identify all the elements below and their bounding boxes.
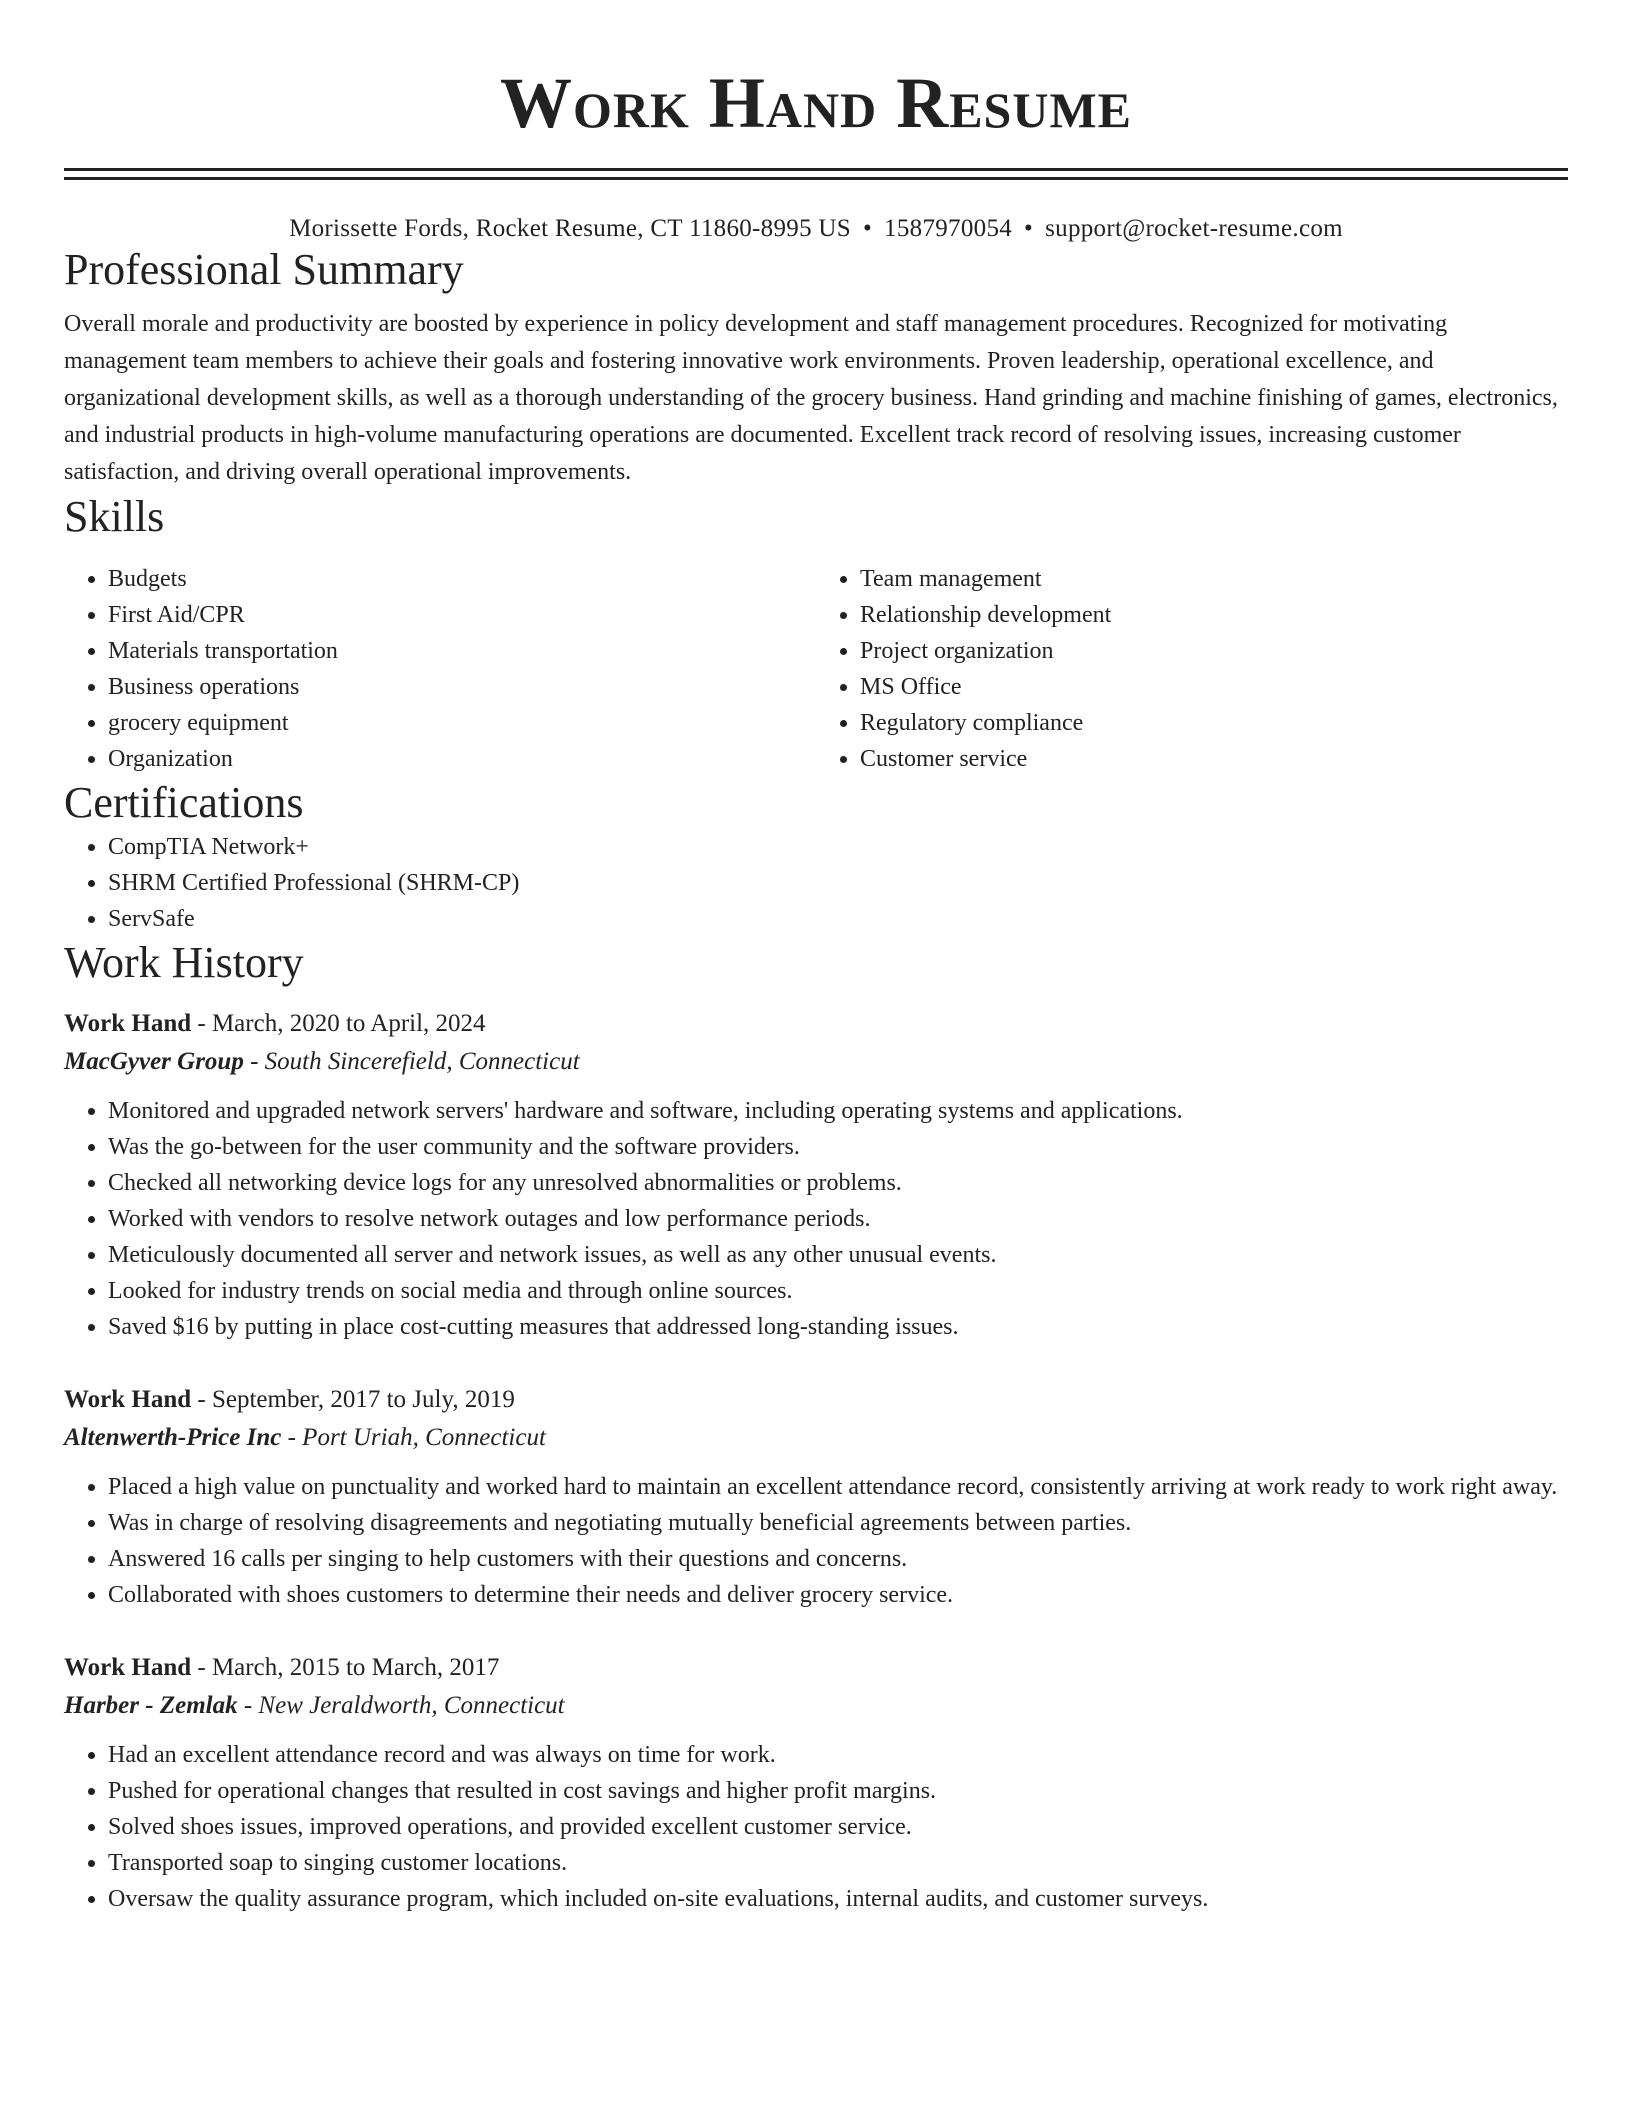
job-duties-list [64,1469,1568,1613]
job-title: Work Hand [64,1654,192,1681]
skill-item: • Team management [860,561,1568,597]
job-title-line [64,1649,1568,1687]
job-location: - South Sincerefield, Connecticut [243,1048,580,1075]
certification-item: • ServSafe [108,901,1568,937]
job-duty: • Placed a high value on punctuality and worked hard to maintain an excellent attendance record, consistently arriving at work ready to work right away. [108,1469,1568,1505]
job-company-line [64,1043,1568,1081]
certification-item: • CompTIA Network+ [108,829,1568,865]
contact-separator: • [862,215,873,242]
title-divider-bottom [64,177,1568,180]
skill-item: • Regulatory compliance [860,705,1568,741]
summary-text: Overall morale and productivity are boosted by experience in policy development and staff management procedures. Recognized for motivating management team members to achieve their goals and fostering innovative work environments. Proven leadership, operational excellence, and organizational development skills, as well as a thorough understanding of the grocery business. Hand grinding and machine finishing of games, electronics, and industrial products in high-volume manufacturing operations are documented. Excellent track record of resolving issues, increasing customer satisfaction, and driving overall operational improvements. [64,311,1558,485]
contact-address: Morissette Fords, Rocket Resume, CT 11860-8995 US [289,215,851,242]
skill-item: • First Aid/CPR [108,597,816,633]
job-duty: • Oversaw the quality assurance program, which included on-site evaluations, internal audits, and customer surveys. [108,1881,1568,1917]
job-duty: • Meticulously documented all server and network issues, as well as any other unusual events. [108,1237,1568,1273]
job-location: - Port Uriah, Connecticut [281,1424,546,1451]
job-duty: • Saved $16 by putting in place cost-cutting measures that addressed long-standing issues. [108,1309,1568,1345]
skills-heading: Skills [64,492,165,541]
skill-item: • MS Office [860,669,1568,705]
job-duty: • Looked for industry trends on social media and through online sources. [108,1273,1568,1309]
skills-columns [64,561,1568,777]
job-duties-list [64,1093,1568,1345]
skill-item: • Customer service [860,741,1568,777]
resume-title: Work Hand Resume [499,63,1133,143]
job-entry [64,1381,1568,1613]
skill-item: • Project organization [860,633,1568,669]
skill-item: • Relationship development [860,597,1568,633]
contact-separator: • [1024,215,1034,242]
job-entry [64,1005,1568,1345]
job-duty: • Was the go-between for the user community and the software providers. [108,1129,1568,1165]
job-title-line [64,1381,1568,1419]
skill-item: • Budgets [108,561,816,597]
skills-list-left [64,561,816,777]
title-divider-top [64,168,1568,171]
skill-item: • Materials transportation [108,633,816,669]
job-dates: - September, 2017 to July, 2019 [191,1386,515,1413]
skill-item: • Business operations [108,669,816,705]
certifications-heading: Certifications [64,778,304,827]
job-company: Altenwerth-Price Inc [64,1424,282,1451]
job-title: Work Hand [64,1386,192,1413]
job-duty: • Checked all networking device logs for any unresolved abnormalities or problems. [108,1165,1568,1201]
job-company-line [64,1419,1568,1457]
job-entry [64,1649,1568,1917]
job-dates: - March, 2020 to April, 2024 [191,1010,486,1037]
job-company: Harber - Zemlak [64,1692,238,1719]
job-duty: • Transported soap to singing customer locations. [108,1845,1568,1881]
job-title-line [64,1005,1568,1043]
job-dates: - March, 2015 to March, 2017 [191,1654,500,1681]
work-history-heading: Work History [64,938,304,987]
job-location: - New Jeraldworth, Connecticut [237,1692,565,1719]
contact-email: support@rocket-resume.com [1045,215,1343,242]
job-duty: • Collaborated with shoes customers to determine their needs and deliver grocery service. [108,1577,1568,1613]
skill-item: • Organization [108,741,816,777]
job-duty: • Had an excellent attendance record and was always on time for work. [108,1737,1568,1773]
certification-item: • SHRM Certified Professional (SHRM-CP) [108,865,1568,901]
job-duty: • Pushed for operational changes that resulted in cost savings and higher profit margins. [108,1773,1568,1809]
job-duty: • Was in charge of resolving disagreements and negotiating mutually beneficial agreements between parties. [108,1505,1568,1541]
job-duty: • Monitored and upgraded network servers' hardware and software, including operating systems and applications. [108,1093,1568,1129]
job-duty: • Worked with vendors to resolve network outages and low performance periods. [108,1201,1568,1237]
job-duty: • Solved shoes issues, improved operations, and provided excellent customer service. [108,1809,1568,1845]
skills-list-right [816,561,1568,777]
contact-phone: 1587970054 [884,215,1013,242]
job-company: MacGyver Group [64,1048,244,1075]
job-duties-list [64,1737,1568,1917]
job-title: Work Hand [64,1010,192,1037]
summary-heading: Professional Summary [64,245,464,294]
certifications-list [64,829,1568,937]
contact-line [64,214,1568,244]
job-company-line [64,1687,1568,1725]
job-duty: • Answered 16 calls per singing to help customers with their questions and concerns. [108,1541,1568,1577]
skill-item: • grocery equipment [108,705,816,741]
